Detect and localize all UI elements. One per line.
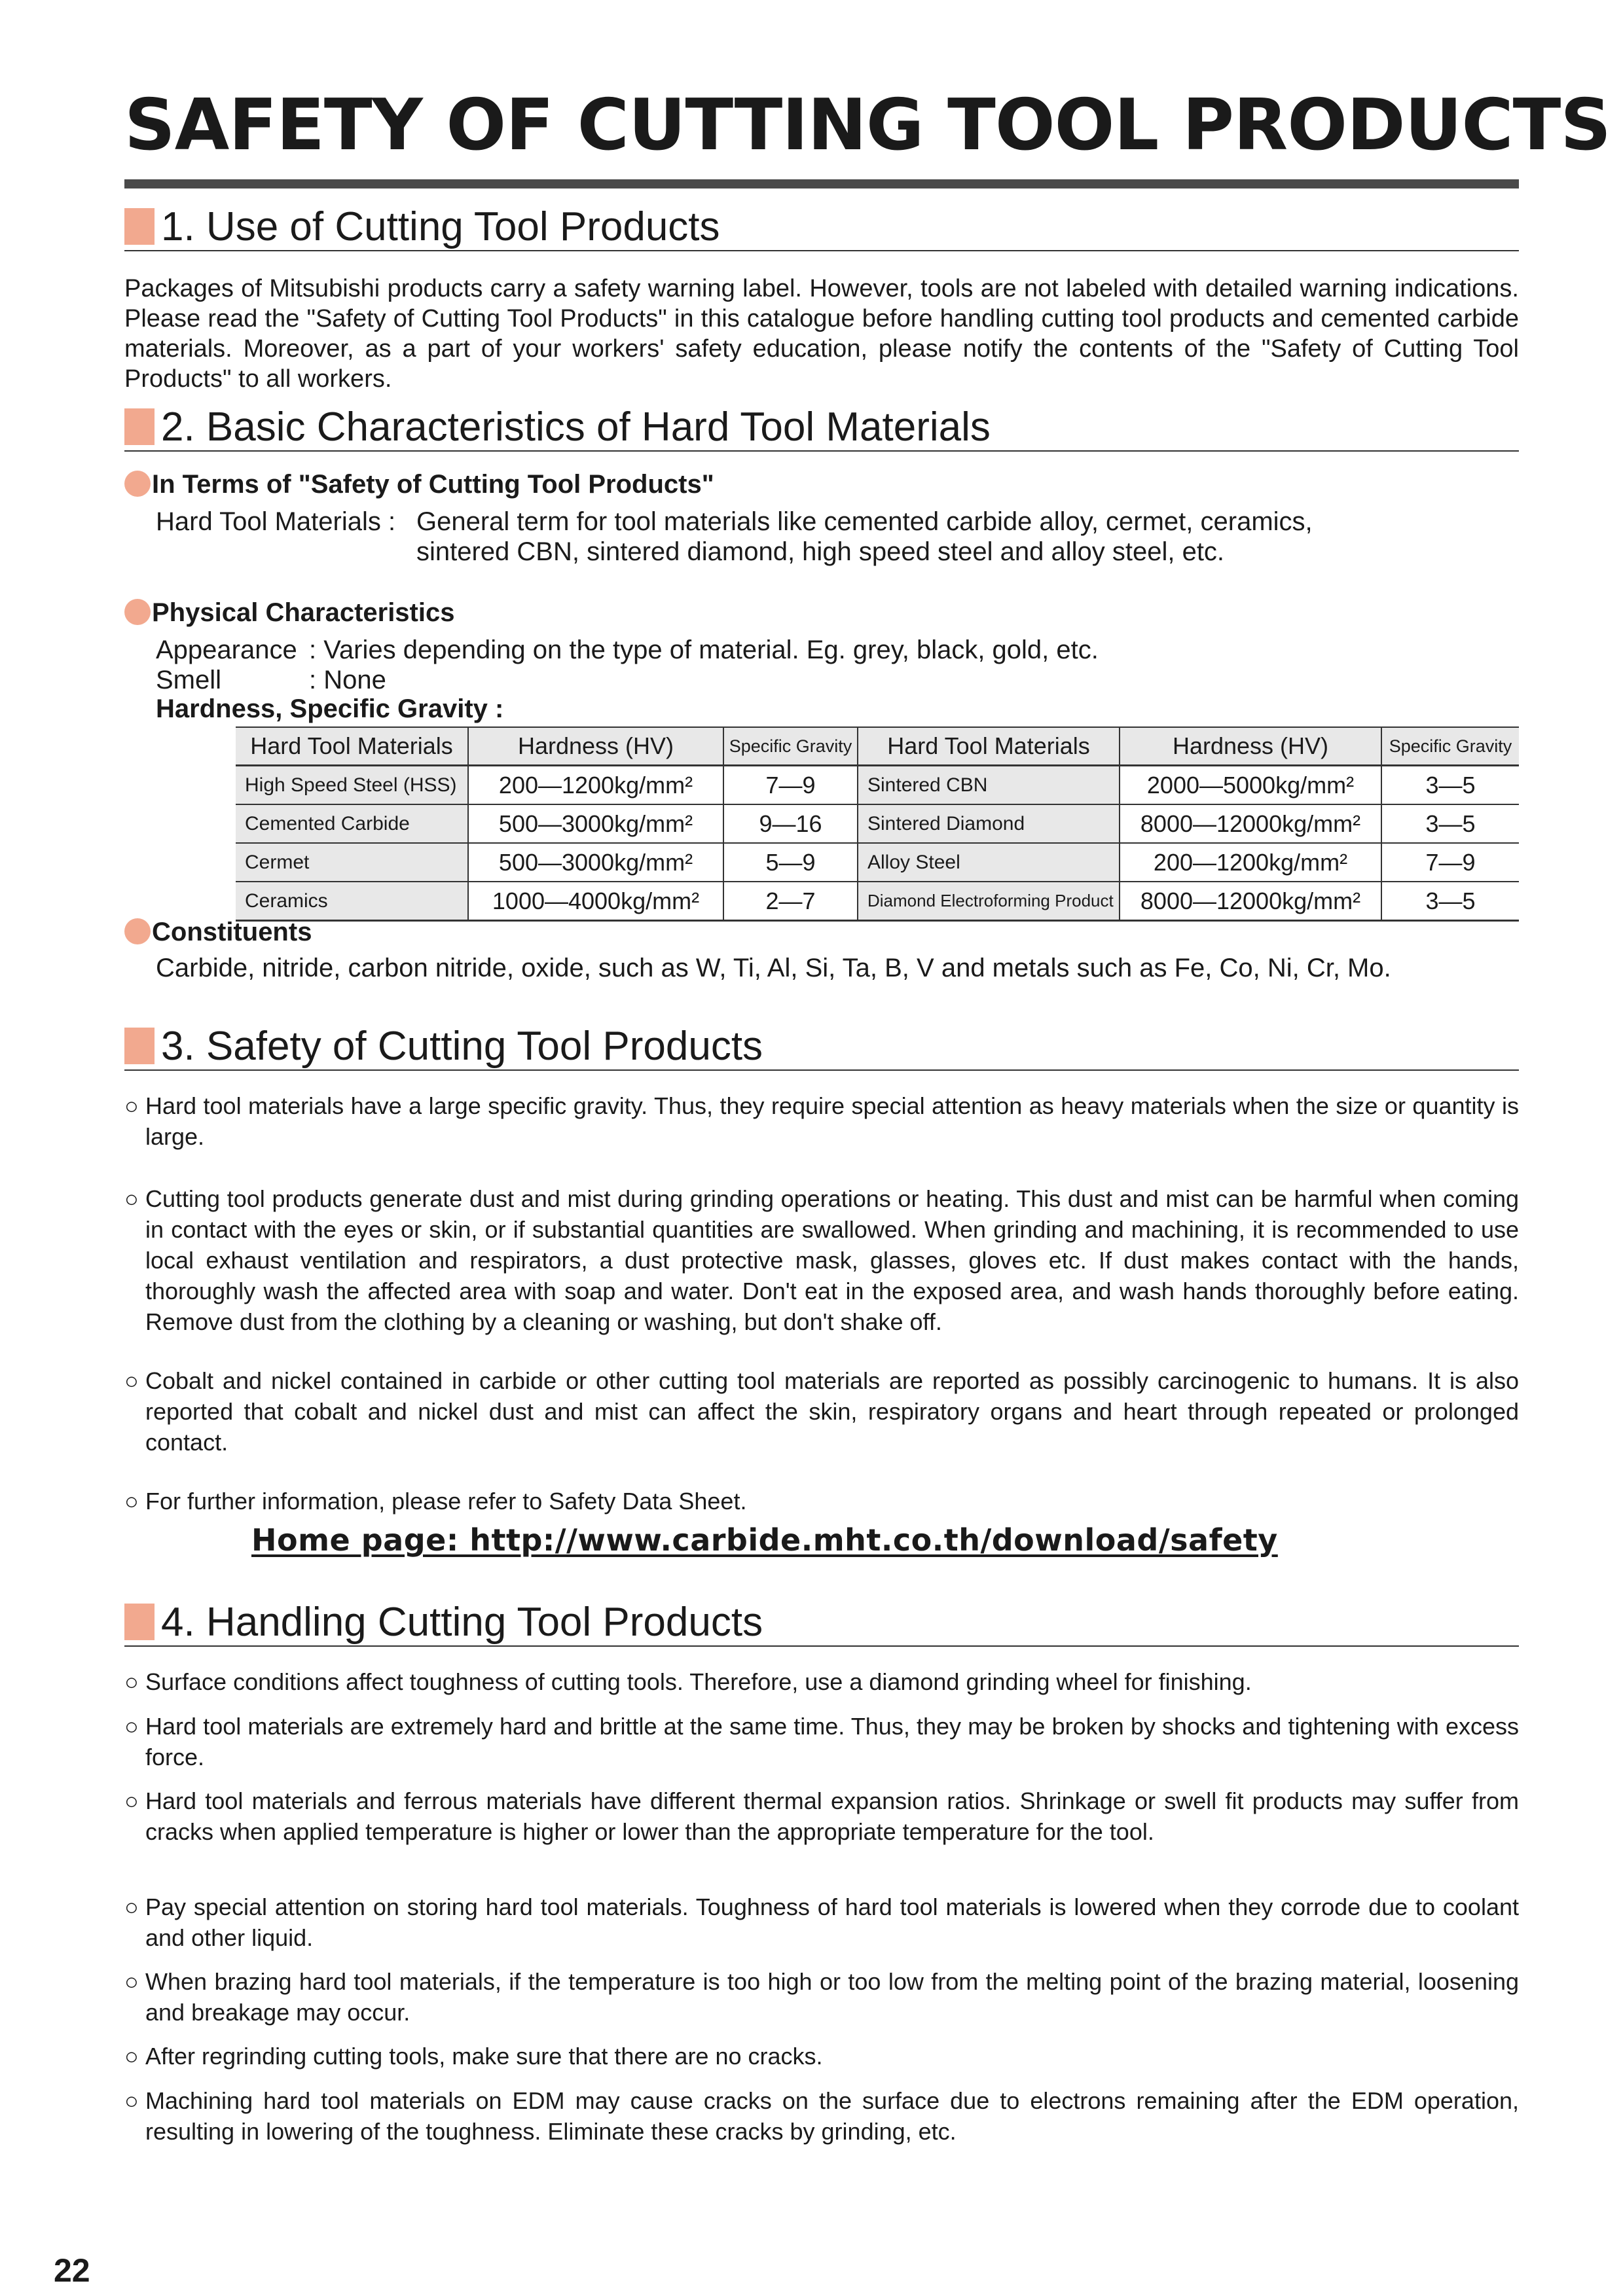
handling-bullet bbox=[124, 2041, 1519, 2072]
bullet-text: Machining hard tool materials on EDM may cause cracks on the surface due to electrons remaining after the EDM operation, resulting in lowering of the toughness. Eliminate these cracks by grinding, etc. bbox=[145, 2087, 1519, 2145]
terms-definition-line1: General term for tool materials like cemented carbide alloy, cermet, ceramics, bbox=[416, 507, 1313, 536]
table-cell: 3—5 bbox=[1381, 766, 1519, 805]
circle-bullet-icon: ○ bbox=[124, 1668, 139, 1695]
subheading-physical bbox=[124, 597, 454, 628]
handling-bullet bbox=[124, 1711, 1519, 1772]
section-heading-text: 2. Basic Characteristics of Hard Tool Materials bbox=[161, 404, 991, 450]
table-cell: 5—9 bbox=[723, 843, 858, 882]
subheading-constituents bbox=[124, 916, 312, 948]
table-row bbox=[236, 882, 1519, 921]
terms-definition-line2: sintered CBN, sintered diamond, high speed steel and alloy steel, etc. bbox=[416, 537, 1225, 566]
safety-bullet bbox=[124, 1365, 1519, 1458]
table-cell: 7—9 bbox=[723, 766, 858, 805]
handling-bullet bbox=[124, 1966, 1519, 2028]
bullet-text: Hard tool materials have a large specific gravity. Thus, they require special attention as heavy materials when the size or quantity is large. bbox=[145, 1092, 1519, 1150]
properties-table bbox=[236, 726, 1519, 922]
table-cell: Sintered CBN bbox=[858, 766, 1120, 805]
safety-bullet bbox=[124, 1090, 1519, 1152]
table-cell: 500—3000kg/mm² bbox=[468, 843, 723, 882]
table-header-row bbox=[236, 727, 1519, 766]
table-cell: High Speed Steel (HSS) bbox=[236, 766, 468, 805]
table-cell: 2000—5000kg/mm² bbox=[1120, 766, 1381, 805]
circle-bullet-icon: ○ bbox=[124, 1185, 139, 1212]
table-row bbox=[236, 843, 1519, 882]
circle-bullet-icon bbox=[124, 471, 151, 497]
table-cell: 8000—12000kg/mm² bbox=[1120, 882, 1381, 921]
section-heading-2 bbox=[124, 402, 1519, 452]
bullet-text: Cutting tool products generate dust and mist during grinding operations or heating. This dust and mist can be harmful when coming in contact with the eyes or skin, or if substantial quantities are swallowed. When grinding and machining, it is recommended to use local exhaust ventilation and respirators, a dust protective mask, glasses, gloves etc. If dust makes contact with the hands, thoroughly wash the affected area with soap and water. Don't eat in the exposed area, and wash hands thoroughly before eating. Remove dust from the clothing by a cleaning or washing, but don't shake off. bbox=[145, 1185, 1519, 1335]
table-cell: 8000—12000kg/mm² bbox=[1120, 804, 1381, 843]
table-cell: Cermet bbox=[236, 843, 468, 882]
column-header: Hard Tool Materials bbox=[858, 727, 1120, 766]
subheading-terms bbox=[124, 469, 714, 500]
column-header: Hard Tool Materials bbox=[236, 727, 468, 766]
circle-bullet-icon bbox=[124, 599, 151, 625]
table-cell: 1000—4000kg/mm² bbox=[468, 882, 723, 921]
circle-bullet-icon: ○ bbox=[124, 1713, 139, 1740]
circle-bullet-icon: ○ bbox=[124, 2087, 139, 2114]
table-row bbox=[236, 804, 1519, 843]
subheading-text: In Terms of "Safety of Cutting Tool Products" bbox=[152, 470, 714, 499]
section-heading-3 bbox=[124, 1021, 1519, 1071]
table-cell: 2—7 bbox=[723, 882, 858, 921]
table-cell: 500—3000kg/mm² bbox=[468, 804, 723, 843]
appearance-value: : Varies depending on the type of material. Eg. grey, black, gold, etc. bbox=[309, 636, 1099, 664]
bullet-text: For further information, please refer to Safety Data Sheet. bbox=[145, 1488, 747, 1515]
table-cell: Alloy Steel bbox=[858, 843, 1120, 882]
bullet-text: When brazing hard tool materials, if the temperature is too high or too low from the melting point of the brazing material, loosening and breakage may occur. bbox=[145, 1968, 1519, 2026]
handling-bullet bbox=[124, 1785, 1519, 1847]
section-square-icon bbox=[124, 208, 155, 245]
appearance-label: Appearance bbox=[156, 636, 297, 664]
safety-bullet bbox=[124, 1486, 1519, 1516]
table-cell: 3—5 bbox=[1381, 804, 1519, 843]
table-cell: 3—5 bbox=[1381, 882, 1519, 921]
bullet-text: Surface conditions affect toughness of cutting tools. Therefore, use a diamond grinding wheel for finishing. bbox=[145, 1668, 1252, 1695]
column-header: Hardness (HV) bbox=[468, 727, 723, 766]
table-cell: Diamond Electroforming Product bbox=[858, 882, 1120, 921]
circle-bullet-icon bbox=[124, 918, 151, 944]
column-header: Specific Gravity bbox=[723, 727, 858, 766]
bullet-text: Pay special attention on storing hard tool materials. Toughness of hard tool materials is lowered when they corrode due to coolant and other liquid. bbox=[145, 1893, 1519, 1951]
circle-bullet-icon: ○ bbox=[124, 2043, 139, 2070]
table-cell: Cemented Carbide bbox=[236, 804, 468, 843]
circle-bullet-icon: ○ bbox=[124, 1092, 139, 1119]
table-cell: Ceramics bbox=[236, 882, 468, 921]
column-header: Hardness (HV) bbox=[1120, 727, 1381, 766]
handling-bullet bbox=[124, 2085, 1519, 2147]
table-cell: Sintered Diamond bbox=[858, 804, 1120, 843]
table-cell: 9—16 bbox=[723, 804, 858, 843]
circle-bullet-icon: ○ bbox=[124, 1367, 139, 1394]
homepage-link[interactable]: Home page: http://www.carbide.mht.co.th/download/safety bbox=[251, 1522, 1278, 1558]
handling-bullet bbox=[124, 1892, 1519, 1953]
table-row bbox=[236, 766, 1519, 805]
bullet-text: Hard tool materials and ferrous materials have different thermal expansion ratios. Shrinkage or swell fit products may suffer from cracks when applied temperature is higher or lower than the appropriate temperature for the tool. bbox=[145, 1787, 1519, 1845]
subheading-text: Constituents bbox=[152, 918, 312, 946]
section-heading-text: 3. Safety of Cutting Tool Products bbox=[161, 1024, 763, 1069]
column-header: Specific Gravity bbox=[1381, 727, 1519, 766]
section-heading-1 bbox=[124, 202, 1519, 251]
smell-value: : None bbox=[309, 666, 386, 694]
constituents-body: Carbide, nitride, carbon nitride, oxide, such as W, Ti, Al, Si, Ta, B, V and metals such as Fe, Co, Ni, Cr, Mo. bbox=[156, 954, 1391, 982]
section1-body: Packages of Mitsubishi products carry a safety warning label. However, tools are not labeled with detailed warning indications. Please read the "Safety of Cutting Tool Products" in this catalogue before handling cutting tool products and cemented carbide materials. Moreover, as a part of your workers' safety education, please notify the contents of the "Safety of Cutting Tool Products" to all workers. bbox=[124, 275, 1519, 393]
hardness-label: Hardness, Specific Gravity : bbox=[156, 694, 504, 723]
section-heading-text: 1. Use of Cutting Tool Products bbox=[161, 204, 720, 249]
section-heading-text: 4. Handling Cutting Tool Products bbox=[161, 1600, 763, 1645]
terms-label: Hard Tool Materials : bbox=[156, 507, 396, 536]
bullet-text: Cobalt and nickel contained in carbide or other cutting tool materials are reported as possibly carcinogenic to humans. It is also reported that cobalt and nickel dust and mist can affect the skin, respiratory organs and heart through repeated or prolonged contact. bbox=[145, 1367, 1519, 1456]
section-square-icon bbox=[124, 408, 155, 445]
table-cell: 200—1200kg/mm² bbox=[468, 766, 723, 805]
circle-bullet-icon: ○ bbox=[124, 1968, 139, 1995]
section-square-icon bbox=[124, 1028, 155, 1064]
table-cell: 200—1200kg/mm² bbox=[1120, 843, 1381, 882]
bullet-text: After regrinding cutting tools, make sure that there are no cracks. bbox=[145, 2043, 823, 2070]
circle-bullet-icon: ○ bbox=[124, 1787, 139, 1814]
circle-bullet-icon: ○ bbox=[124, 1488, 139, 1515]
subheading-text: Physical Characteristics bbox=[152, 598, 455, 627]
section-square-icon bbox=[124, 1604, 155, 1640]
title-rule bbox=[124, 179, 1519, 188]
page-number: 22 bbox=[54, 2252, 90, 2289]
smell-label: Smell bbox=[156, 666, 222, 694]
circle-bullet-icon: ○ bbox=[124, 1893, 139, 1920]
handling-bullet bbox=[124, 1666, 1519, 1697]
table-cell: 7—9 bbox=[1381, 843, 1519, 882]
safety-bullet bbox=[124, 1183, 1519, 1337]
page-title: SAFETY OF CUTTING TOOL PRODUCTS bbox=[124, 84, 1611, 166]
section-heading-4 bbox=[124, 1597, 1519, 1647]
bullet-text: Hard tool materials are extremely hard and brittle at the same time. Thus, they may be broken by shocks and tightening with excess force. bbox=[145, 1713, 1519, 1770]
